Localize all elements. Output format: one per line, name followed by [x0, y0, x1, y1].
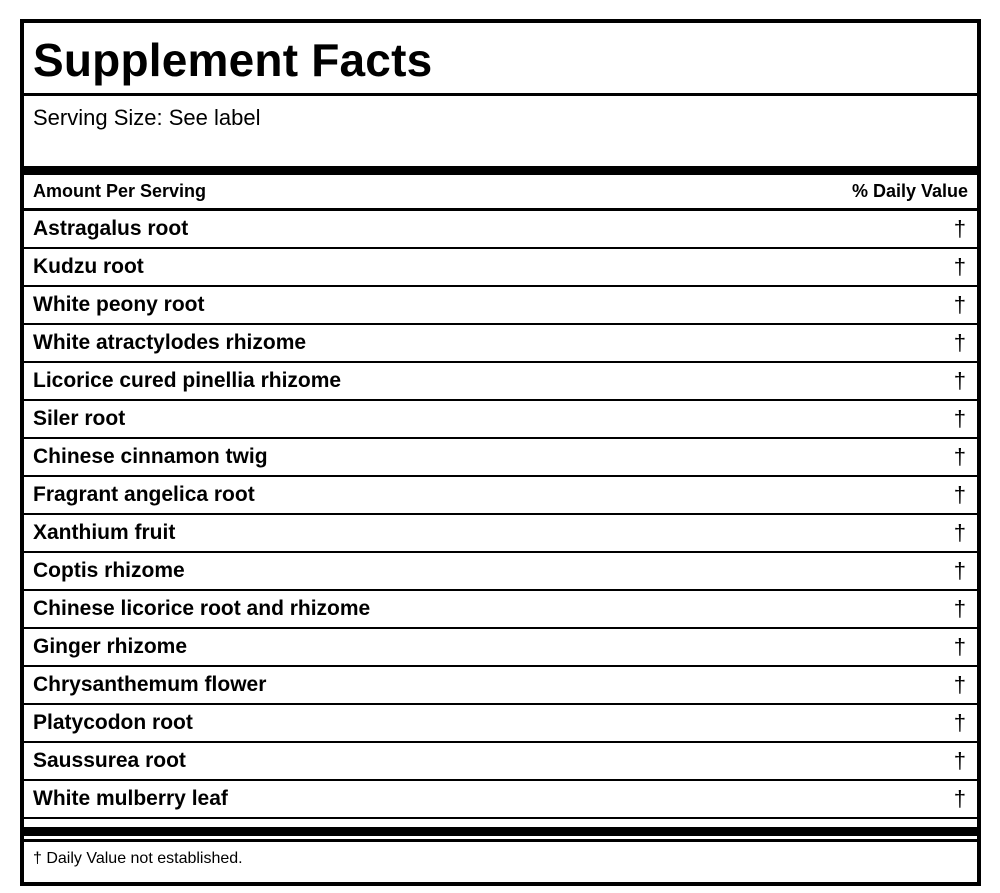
ingredient-row [24, 439, 977, 477]
ingredient-row [24, 629, 977, 667]
ingredient-row [24, 401, 977, 439]
ingredient-name: Chrysanthemum flower [33, 673, 267, 696]
footnote-row [24, 842, 977, 875]
daily-value-mark: † [953, 558, 966, 583]
ingredient-name: Chinese cinnamon twig [33, 445, 268, 468]
ingredient-row [24, 211, 977, 249]
footnote-text: † Daily Value not established. [33, 849, 243, 867]
serving-size-row [24, 96, 977, 175]
title-row [24, 23, 977, 96]
ingredient-row [24, 705, 977, 743]
daily-value-header: % Daily Value [851, 181, 968, 201]
ingredient-row [24, 667, 977, 705]
serving-size-text: Serving Size: See label [33, 105, 261, 130]
daily-value-mark: † [953, 368, 966, 393]
daily-value-mark: † [953, 482, 966, 507]
daily-value-mark: † [953, 634, 966, 659]
ingredient-name: White peony root [33, 293, 205, 316]
ingredient-row [24, 477, 977, 515]
daily-value-mark: † [953, 596, 966, 621]
ingredient-list [24, 211, 977, 819]
ingredient-name: Chinese licorice root and rhizome [33, 597, 371, 620]
ingredient-name: Astragalus root [33, 217, 189, 240]
amount-per-serving-header: Amount Per Serving [33, 181, 207, 201]
ingredient-name: Licorice cured pinellia rhizome [33, 369, 342, 392]
daily-value-mark: † [953, 672, 966, 697]
ingredient-row [24, 553, 977, 591]
ingredient-name: Siler root [33, 407, 126, 430]
ingredient-name: Ginger rhizome [33, 635, 188, 658]
ingredient-name: Saussurea root [33, 749, 186, 772]
daily-value-mark: † [953, 406, 966, 431]
ingredient-name: Coptis rhizome [33, 559, 185, 582]
ingredient-row [24, 781, 977, 819]
ingredient-row [24, 249, 977, 287]
ingredient-name: White atractylodes rhizome [33, 331, 307, 354]
daily-value-mark: † [953, 786, 966, 811]
supplement-facts-label [20, 19, 981, 886]
daily-value-mark: † [953, 710, 966, 735]
daily-value-mark: † [953, 444, 966, 469]
daily-value-mark: † [953, 292, 966, 317]
bottom-spacer [24, 819, 977, 827]
ingredient-name: Xanthium fruit [33, 521, 176, 544]
ingredient-row [24, 743, 977, 781]
daily-value-mark: † [953, 330, 966, 355]
ingredient-name: Kudzu root [33, 255, 144, 278]
ingredient-name: White mulberry leaf [33, 787, 228, 810]
thick-divider [24, 827, 977, 836]
ingredient-row [24, 591, 977, 629]
ingredient-name: Platycodon root [33, 711, 193, 734]
label-title: Supplement Facts [33, 33, 433, 86]
daily-value-mark: † [953, 254, 966, 279]
daily-value-mark: † [953, 520, 966, 545]
ingredient-row [24, 325, 977, 363]
column-header-row [24, 175, 977, 211]
ingredient-row [24, 515, 977, 553]
ingredient-row [24, 363, 977, 401]
daily-value-mark: † [953, 748, 966, 773]
ingredient-row [24, 287, 977, 325]
ingredient-name: Fragrant angelica root [33, 483, 255, 506]
daily-value-mark: † [953, 216, 966, 241]
